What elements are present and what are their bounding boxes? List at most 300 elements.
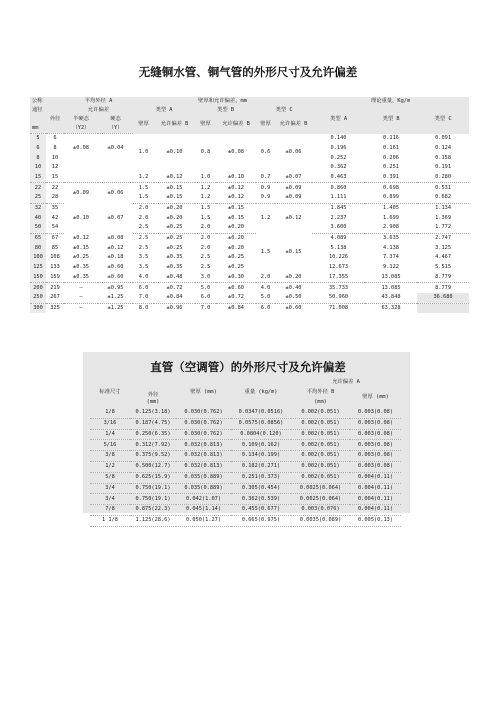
- table-row: [90, 408, 401, 418]
- table-cell: 0.375(9.52): [130, 451, 176, 462]
- col-header: 硬态: [98, 115, 133, 124]
- table-cell: 0.002(0.051): [291, 429, 350, 440]
- table-cell: 0.091: [435, 134, 452, 141]
- table-cell: 5.0: [256, 293, 275, 303]
- table-cell: ±0.20: [216, 223, 256, 233]
- table-cell: 1.2: [200, 184, 211, 191]
- table-cell: 0.002(0.051): [291, 418, 350, 429]
- table-row: [90, 461, 401, 472]
- col-header: 理论重量，Kg/m: [312, 97, 469, 106]
- table-cell: ±0.60: [98, 273, 133, 283]
- table-cell: 9.122: [383, 264, 399, 271]
- table-cell: 0.004(0.11): [350, 494, 401, 505]
- table-cell: ±0.10: [73, 214, 89, 221]
- table-cell: 133: [50, 264, 60, 271]
- col-header: 标准尺寸: [99, 389, 121, 396]
- table-cell: 43.848: [365, 293, 417, 303]
- table-cell: 4.0: [133, 273, 154, 283]
- table-cell: 50.960: [312, 293, 365, 303]
- table-cell: [46, 106, 64, 115]
- table-cell: 0.158: [435, 154, 452, 161]
- table-cell: ±0.40: [285, 284, 302, 291]
- table-cell: 25: [30, 193, 46, 203]
- table-cell: 3.5: [138, 264, 149, 271]
- table-cell: 3.0: [195, 273, 216, 283]
- table-cell: 0.305(0.454): [231, 483, 291, 494]
- col-header: mm: [30, 124, 46, 134]
- table-cell: 0.003(0.08): [350, 429, 401, 440]
- col-header: 壁厚 (mm): [190, 389, 217, 396]
- table-cell: 67: [51, 235, 59, 242]
- table-row: [30, 263, 469, 273]
- table-cell: 1.134: [435, 205, 452, 211]
- table-cell: 8: [53, 144, 57, 151]
- table-cell: 0.9: [256, 193, 275, 203]
- table-cell: 1/2: [90, 461, 130, 472]
- table-cell: 0.042(1.07): [176, 494, 231, 505]
- table-cell: 0.531: [435, 184, 452, 191]
- table-cell: 0.030(0.762): [176, 429, 231, 440]
- table-cell: ±0.15: [154, 193, 195, 203]
- table-cell: ±0.12: [154, 173, 195, 183]
- table-cell: 0.7: [256, 173, 275, 183]
- table-cell: ±0.20: [166, 205, 183, 211]
- table-cell: ±0.08: [73, 144, 89, 151]
- table-cell: 0.002(0.051): [291, 408, 350, 418]
- col-header: 类型 C: [256, 106, 312, 115]
- col-header: 类型 B: [195, 106, 256, 115]
- col-header: 壁厚: [195, 115, 216, 134]
- table-cell: 0.109(0.162): [231, 440, 291, 451]
- table-cell: 1.5: [260, 249, 271, 256]
- table-cell: ±0.12: [228, 184, 244, 191]
- table-cell: 17.355: [312, 273, 365, 283]
- table-cell: 0.362(0.539): [231, 494, 291, 505]
- col-header: 类型 A: [133, 106, 195, 115]
- table-cell: 0.251(0.373): [231, 472, 291, 483]
- table-cell: 0.0347(0.0516): [231, 408, 291, 418]
- table-row: [90, 451, 401, 462]
- table-cell: 3.600: [312, 223, 365, 233]
- table-cell: 0.625(15.9): [130, 472, 176, 483]
- table-cell: 0.182(0.271): [231, 461, 291, 472]
- col-header: 平均外径 A: [64, 97, 133, 106]
- table-cell: 71.008: [328, 304, 349, 311]
- table-cell: 40: [30, 214, 46, 224]
- table-cell: 0.391: [365, 173, 417, 183]
- col-header: 平均外径 B: [306, 389, 335, 396]
- table-cell: ±0.12: [73, 234, 89, 241]
- table-cell: 0.8: [200, 149, 211, 156]
- table-cell: 4.089: [330, 235, 347, 242]
- col-header: 壁厚和允许偏差，mm: [133, 97, 312, 106]
- table-cell: 0.005(0.13): [350, 515, 401, 526]
- table-cell: 7.0: [200, 304, 211, 311]
- table-cell: 8: [30, 153, 46, 163]
- table-cell: 15: [30, 173, 46, 183]
- table-cell: 2.0: [200, 235, 211, 242]
- table-cell: 1.405: [383, 205, 399, 211]
- col-header: 允许偏差 B: [275, 115, 312, 134]
- table-cell: ±0.25: [228, 254, 244, 261]
- table-cell: 5: [30, 134, 46, 144]
- table-cell: ±0.18: [107, 254, 124, 261]
- table-cell: 0.698: [383, 184, 399, 191]
- table-cell: ±0.15: [285, 249, 302, 256]
- table-cell: 0.899: [365, 193, 417, 203]
- col-header: 壁厚 (mm): [362, 394, 389, 401]
- header-row-1: [30, 97, 469, 106]
- table-cell: 8.0: [138, 304, 149, 311]
- table-cell: 0.002(0.051): [291, 440, 350, 451]
- table-cell: 1/4: [90, 429, 130, 440]
- table-cell: ±0.84: [154, 293, 195, 303]
- table-cell: ±0.35: [166, 264, 183, 271]
- table-cell: 12: [51, 164, 59, 171]
- table-row: [30, 283, 469, 293]
- table-cell: ±0.72: [166, 284, 183, 291]
- table-cell: 0.003(0.08): [350, 451, 401, 462]
- table-cell: [98, 173, 133, 183]
- table-cell: ±0.06: [285, 149, 302, 156]
- table-cell: ±0.15: [228, 205, 244, 211]
- table-cell: ±0.12: [285, 214, 302, 221]
- table-cell: 0.0575(0.0856): [231, 418, 291, 429]
- table-cell: 5/8: [90, 472, 130, 483]
- col-header: 类型 C: [417, 106, 469, 134]
- table-cell: ±0.20: [275, 273, 312, 283]
- table-cell: 0.250(6.35): [130, 429, 176, 440]
- table-cell: 150: [30, 273, 46, 283]
- col-header: 类型 B: [365, 106, 417, 134]
- table-cell: 0.9: [260, 184, 271, 191]
- table-cell: 0.0804(0.120): [231, 429, 291, 440]
- col-header: 外径: [147, 391, 159, 398]
- table-cell: [98, 163, 133, 173]
- table-cell: 85: [51, 244, 59, 251]
- table-cell: 0.665(0.975): [231, 515, 291, 526]
- col-header: 壁厚: [133, 115, 154, 134]
- table-cell: 2.237: [330, 214, 347, 221]
- table-row: [90, 483, 401, 494]
- table-cell: 0.116: [383, 134, 399, 141]
- table-cell: [64, 173, 98, 183]
- table-cell: [46, 97, 64, 106]
- table-cell: ±0.25: [166, 235, 183, 242]
- table-cell: 54: [46, 223, 64, 233]
- table2-title: 直管（空调管）的外形尺寸及允许偏差: [150, 360, 346, 374]
- table-row: [90, 418, 401, 429]
- table-cell: 3.125: [435, 244, 452, 251]
- table-cell: 63.328: [381, 304, 401, 311]
- col-header: 公称: [30, 97, 46, 106]
- table-cell: 2.5: [200, 254, 211, 261]
- table-cell: ±0.35: [64, 273, 98, 283]
- col-header: 类型 A: [312, 106, 365, 134]
- table-cell: 35.733: [328, 284, 349, 291]
- table-cell: 80: [30, 244, 46, 254]
- table-cell: 10.226: [328, 254, 349, 261]
- table-cell: 1.5: [200, 205, 211, 211]
- table-row: [30, 244, 469, 254]
- header-row-2: [30, 106, 469, 115]
- table-cell: 0.0035(0.089): [291, 515, 350, 526]
- table-cell: —: [64, 293, 98, 303]
- table-cell: 0.002(0.051): [291, 472, 350, 483]
- header-row-1: [90, 378, 401, 388]
- table1-title: 无缝铜水管、铜气管的外形尺寸及允许偏差: [138, 65, 358, 79]
- table-cell: 200: [30, 283, 46, 293]
- table-cell: 8.779: [435, 284, 452, 291]
- table-cell: 0.004(0.11): [350, 505, 401, 516]
- table-cell: 7/8: [90, 505, 130, 516]
- table-cell: 2.5: [138, 244, 149, 251]
- table-cell: 1/8: [90, 408, 130, 418]
- table-row: [90, 472, 401, 483]
- table-cell: ±0.20: [228, 235, 244, 242]
- table-cell: 0.032(0.813): [176, 461, 231, 472]
- table-cell: ±0.25: [166, 244, 183, 251]
- table-cell: ±0.50: [275, 293, 312, 303]
- table-cell: 0.682: [417, 193, 469, 203]
- table-cell: ±0.96: [166, 304, 183, 311]
- table-cell: 0.124: [435, 144, 452, 151]
- table-cell: 1.0: [195, 173, 216, 183]
- table-row: [90, 505, 401, 516]
- col-header: 外径: [46, 115, 64, 124]
- table-cell: 1 1/8: [90, 515, 130, 526]
- table-cell: ±0.06: [107, 189, 124, 196]
- table-cell: 267: [46, 293, 64, 303]
- table-cell: 0.140: [330, 134, 347, 141]
- col-header: 允许偏差: [64, 106, 133, 115]
- table-cell: 0.280: [417, 173, 469, 183]
- table-cell: 6: [53, 135, 57, 142]
- table-cell: 2.5: [133, 223, 154, 233]
- table-cell: 7.374: [383, 254, 399, 261]
- table-cell: 50: [30, 223, 46, 233]
- table-cell: 0.030(0.762): [176, 418, 231, 429]
- table-cell: 0.032(0.813): [176, 451, 231, 462]
- table-cell: 1.2: [133, 173, 154, 183]
- table-cell: 5.138: [330, 244, 347, 251]
- table-cell: ±1.25: [107, 304, 124, 311]
- table-cell: 13.085: [365, 273, 417, 283]
- table-row: [30, 134, 469, 144]
- table-cell: ±0.95: [107, 284, 124, 291]
- table-cell: ±0.15: [228, 214, 244, 221]
- table-cell: 0.050(1.27): [176, 515, 231, 526]
- table-cell: 3.635: [383, 235, 399, 242]
- col-header: （Y）: [98, 124, 133, 134]
- table-cell: 1.845: [330, 205, 347, 211]
- table-cell: 1.699: [383, 214, 399, 221]
- table-cell: 1.2: [195, 193, 216, 203]
- col-header: 允许偏差 B: [216, 115, 256, 134]
- table-cell: 2.0: [195, 223, 216, 233]
- table-cell: 0.003(0.08): [350, 461, 401, 472]
- table-cell: 2.0: [200, 244, 211, 251]
- table-cell: ±0.25: [73, 254, 89, 261]
- table-cell: ±0.04: [107, 144, 124, 151]
- col-header: （Y2）: [64, 124, 98, 134]
- table-row: [30, 303, 469, 313]
- table-cell: 0.463: [312, 173, 365, 183]
- table-cell: 0.252: [330, 154, 347, 161]
- table-cell: 0.6: [260, 149, 271, 156]
- table-row: [30, 273, 469, 283]
- table-cell: 300: [30, 303, 46, 313]
- col-header: (mm): [146, 399, 160, 406]
- table-cell: 0.032(0.813): [176, 440, 231, 451]
- table-cell: ±0.12: [107, 244, 124, 251]
- table-cell: ±0.60: [107, 264, 124, 271]
- table-cell: 0.002(0.051): [291, 451, 350, 462]
- col-header: 壁厚: [256, 115, 275, 134]
- table-cell: [64, 163, 98, 173]
- table-cell: 1.0: [138, 149, 149, 156]
- table-cell: 0.196: [330, 144, 347, 151]
- table-cell: 2.5: [200, 264, 211, 271]
- table-cell: ±0.30: [216, 273, 256, 283]
- col-header: 允许偏差 A: [332, 379, 360, 386]
- table-cell: —: [79, 304, 83, 311]
- table-cell: 0.003(0.08): [350, 418, 401, 429]
- table-cell: 28: [46, 193, 64, 203]
- table-cell: 2.908: [365, 223, 417, 233]
- table-cell: 108: [50, 254, 60, 261]
- table-cell: 22: [51, 184, 59, 191]
- table-cell: ±0.35: [166, 254, 183, 261]
- table-cell: 1.5: [200, 214, 211, 221]
- table-cell: 8.779: [417, 273, 469, 283]
- table-cell: 4.138: [383, 244, 399, 251]
- table-cell: ±1.25: [98, 293, 133, 303]
- copper-pipe-table: [30, 97, 469, 313]
- table-cell: 0.312(7.92): [130, 440, 176, 451]
- table-cell: 65: [30, 233, 46, 243]
- table-cell: 0.004(0.11): [350, 483, 401, 494]
- table-cell: 0.002(0.051): [291, 461, 350, 472]
- table-cell: 2.0: [138, 205, 149, 211]
- table-cell: 0.045(1.14): [176, 505, 231, 516]
- table-cell: 0.125(3.18): [130, 408, 176, 418]
- table-cell: ±0.10: [216, 173, 256, 183]
- table-cell: 159: [46, 273, 64, 283]
- table-cell: 1.125(28.6): [130, 515, 176, 526]
- table-row: [90, 494, 401, 505]
- table-cell: 2.0: [138, 214, 149, 221]
- table-row: [30, 253, 469, 263]
- table-row: [30, 173, 469, 183]
- table-cell: 1.772: [417, 223, 469, 233]
- col-header: 半硬态: [64, 115, 98, 124]
- table-cell: 3/8: [90, 451, 130, 462]
- table-cell: 12.673: [328, 264, 349, 271]
- table-row: [30, 203, 469, 213]
- table-cell: 5/16: [90, 440, 130, 451]
- table-cell: 0.750(19.1): [130, 483, 176, 494]
- table-row: [90, 429, 401, 440]
- table-cell: 0.134(0.199): [231, 451, 291, 462]
- table-cell: ±0.35: [73, 264, 89, 271]
- table-cell: 0.500(12.7): [130, 461, 176, 472]
- table-cell: ±0.09: [73, 189, 89, 196]
- table-cell: ±0.10: [166, 149, 183, 156]
- table-cell: [46, 124, 64, 134]
- table-cell: ±0.07: [275, 173, 312, 183]
- table-cell: 3.5: [138, 254, 149, 261]
- table-cell: ±0.07: [107, 214, 124, 221]
- table-cell: 35: [51, 205, 59, 211]
- table-cell: 0.003(0.08): [350, 408, 401, 418]
- table-cell: 2.0: [256, 273, 275, 283]
- table-cell: ±0.12: [216, 193, 256, 203]
- ac-pipe-table: [90, 378, 401, 527]
- table-row: [90, 440, 401, 451]
- table-cell: ±0.15: [166, 184, 183, 191]
- table-cell: 6.0: [260, 304, 271, 311]
- table-cell: ±0.60: [228, 284, 244, 291]
- table-cell: 5.0: [200, 284, 211, 291]
- table-cell: 0.030(0.762): [176, 408, 231, 418]
- table-cell: 3/4: [90, 494, 130, 505]
- table-cell: 6.0: [138, 284, 149, 291]
- table-cell: 4.467: [435, 254, 452, 261]
- table-cell: 15: [46, 173, 64, 183]
- table-cell: ±0.08: [107, 234, 124, 241]
- table-cell: ±0.72: [216, 293, 256, 303]
- table-cell: ±0.48: [154, 273, 195, 283]
- table-cell: 10: [51, 154, 59, 161]
- table-cell: ±0.60: [285, 304, 302, 311]
- table-cell: 32: [30, 203, 46, 213]
- table-cell: ±0.08: [228, 149, 244, 156]
- table-cell: 0.251: [383, 164, 399, 171]
- table-cell: 0.455(0.677): [231, 505, 291, 516]
- table-cell: 0.206: [383, 154, 399, 161]
- table-cell: 0.0025(0.064): [291, 494, 350, 505]
- table-cell: ±0.84: [228, 304, 244, 311]
- table-cell: 0.750(19.1): [130, 494, 176, 505]
- table-cell: 1.5: [138, 184, 149, 191]
- col-header: 通径: [30, 106, 46, 115]
- table-cell: ±0.20: [166, 214, 183, 221]
- table-cell: ±0.15: [73, 244, 89, 251]
- table-cell: 0.035(0.889): [176, 472, 231, 483]
- table-cell: 100: [30, 253, 46, 263]
- table-cell: ±0.20: [228, 244, 244, 251]
- table-cell: 0.860: [330, 184, 347, 191]
- table-cell: 36.680: [417, 293, 469, 303]
- table-cell: 219: [50, 284, 60, 291]
- table-cell: 6.0: [195, 293, 216, 303]
- table-cell: 1.2: [260, 214, 271, 221]
- table-cell: ±0.09: [285, 184, 302, 191]
- table-cell: [30, 115, 46, 124]
- table-cell: ±0.25: [228, 264, 244, 271]
- table-cell: 2.747: [435, 235, 452, 242]
- table-cell: 0.003(0.08): [350, 440, 401, 451]
- table-cell: 0.004(0.11): [350, 472, 401, 483]
- table-cell: 1.369: [435, 214, 452, 221]
- table-cell: ±0.25: [154, 223, 195, 233]
- table-cell: 325: [50, 304, 60, 311]
- table-row: [30, 293, 469, 303]
- table-cell: 6: [30, 144, 46, 154]
- table-cell: 3/16: [90, 418, 130, 429]
- table-row: [30, 233, 469, 243]
